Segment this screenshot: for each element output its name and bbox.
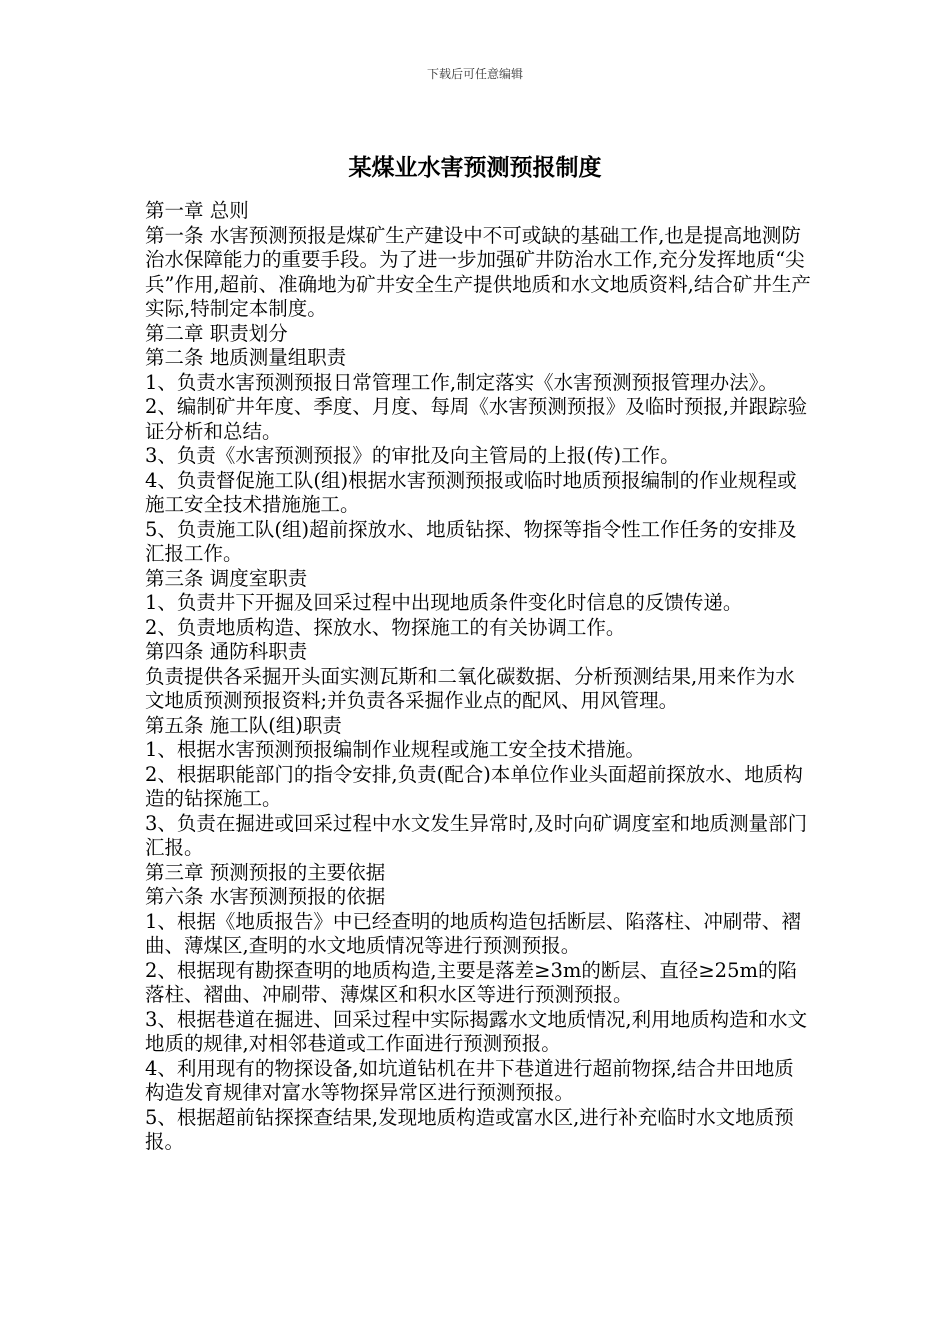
article-2-item-3: 3、负责《水害预测预报》的审批及向主管局的上报(传)工作。 xyxy=(145,444,680,467)
article-6-heading: 第六条 水害预测预报的依据 xyxy=(145,885,386,908)
article-3-heading: 第三条 调度室职责 xyxy=(145,566,308,590)
article-3-item-1: 1、负责井下开掘及回采过程中出现地质条件变化时信息的反馈传递。 xyxy=(145,591,743,614)
article-2-item-2: 2、编制矿井年度、季度、月度、每周《水害预测预报》及临时预报,并跟踪验证分析和总结。 xyxy=(145,395,808,443)
article-2-item-5: 5、负责施工队(组)超前探放水、地质钻探、物探等指令性工作任务的安排及汇报工作。 xyxy=(145,517,797,565)
article-6-item-3: 3、根据巷道在掘进、回采过程中实际揭露水文地质情况,利用地质构造和水文地质的规律,对相邻巷道或工作面进行预测预报。 xyxy=(145,1007,808,1055)
article-4-heading: 第四条 通防科职责 xyxy=(145,640,308,663)
article-5-heading: 第五条 施工队(组)职责 xyxy=(145,713,342,737)
chapter-3-heading: 第三章 预测预报的主要依据 xyxy=(145,860,386,884)
article-3-item-2: 2、负责地质构造、探放水、物探施工的有关协调工作。 xyxy=(145,615,626,639)
document-body xyxy=(145,199,813,1155)
article-2-item-1: 1、负责水害预测预报日常管理工作,制定落实《水害预测预报管理办法》。 xyxy=(145,370,778,394)
article-5-item-3: 3、负责在掘进或回采过程中水文发生异常时,及时向矿调度室和地质测量部门汇报。 xyxy=(145,811,808,859)
article-6-item-4: 4、利用现有的物探设备,如坑道钻机在井下巷道进行超前物探,结合井田地质构造发育规律对富水等物探异常区进行预测预报。 xyxy=(145,1056,794,1104)
header-note: 下载后可任意编辑 xyxy=(426,67,523,81)
article-2-heading: 第二条 地质测量组职责 xyxy=(145,346,347,369)
article-6-item-5: 5、根据超前钻探探查结果,发现地质构造或富水区,进行补充临时水文地质预报。 xyxy=(145,1105,794,1153)
article-5-item-1: 1、根据水害预测预报编制作业规程或施工安全技术措施。 xyxy=(145,738,645,761)
document-title: 某煤业水害预测预报制度 xyxy=(348,154,602,181)
article-1: 第一条 水害预测预报是煤矿生产建设中不可或缺的基础工作,也是提高地测防治水保障能力的重要手段。为了进一步加强矿井防治水工作,充分发挥地质“尖兵”作用,超前、准确地为矿井安全生产提供地质和水文地质资料,结合矿井生产实际,特制定本制度。 xyxy=(145,223,811,320)
article-5-item-2: 2、根据职能部门的指令安排,负责(配合)本单位作业头面超前探放水、地质构造的钻探施工。 xyxy=(145,762,803,810)
chapter-1-heading: 第一章 总则 xyxy=(145,199,249,222)
article-2-item-4: 4、负责督促施工队(组)根据水害预测预报或临时地质预报编制的作业规程或施工安全技术措施施工。 xyxy=(145,468,797,516)
article-4-body: 负责提供各采掘开头面实测瓦斯和二氧化碳数据、分析预测结果,用来作为水文地质预测预报资料;并负责各采掘作业点的配风、用风管理。 xyxy=(145,664,795,712)
article-6-item-1: 1、根据《地质报告》中已经查明的地质构造包括断层、陷落柱、冲刷带、褶曲、薄煤区,查明的水文地质情况等进行预测预报。 xyxy=(145,909,801,957)
chapter-2-heading: 第二章 职责划分 xyxy=(145,321,288,345)
article-6-item-2: 2、根据现有勘探查明的地质构造,主要是落差≥3m的断层、直径≥25m的陷落柱、褶曲、冲刷带、薄煤区和积水区等进行预测预报。 xyxy=(145,958,797,1006)
